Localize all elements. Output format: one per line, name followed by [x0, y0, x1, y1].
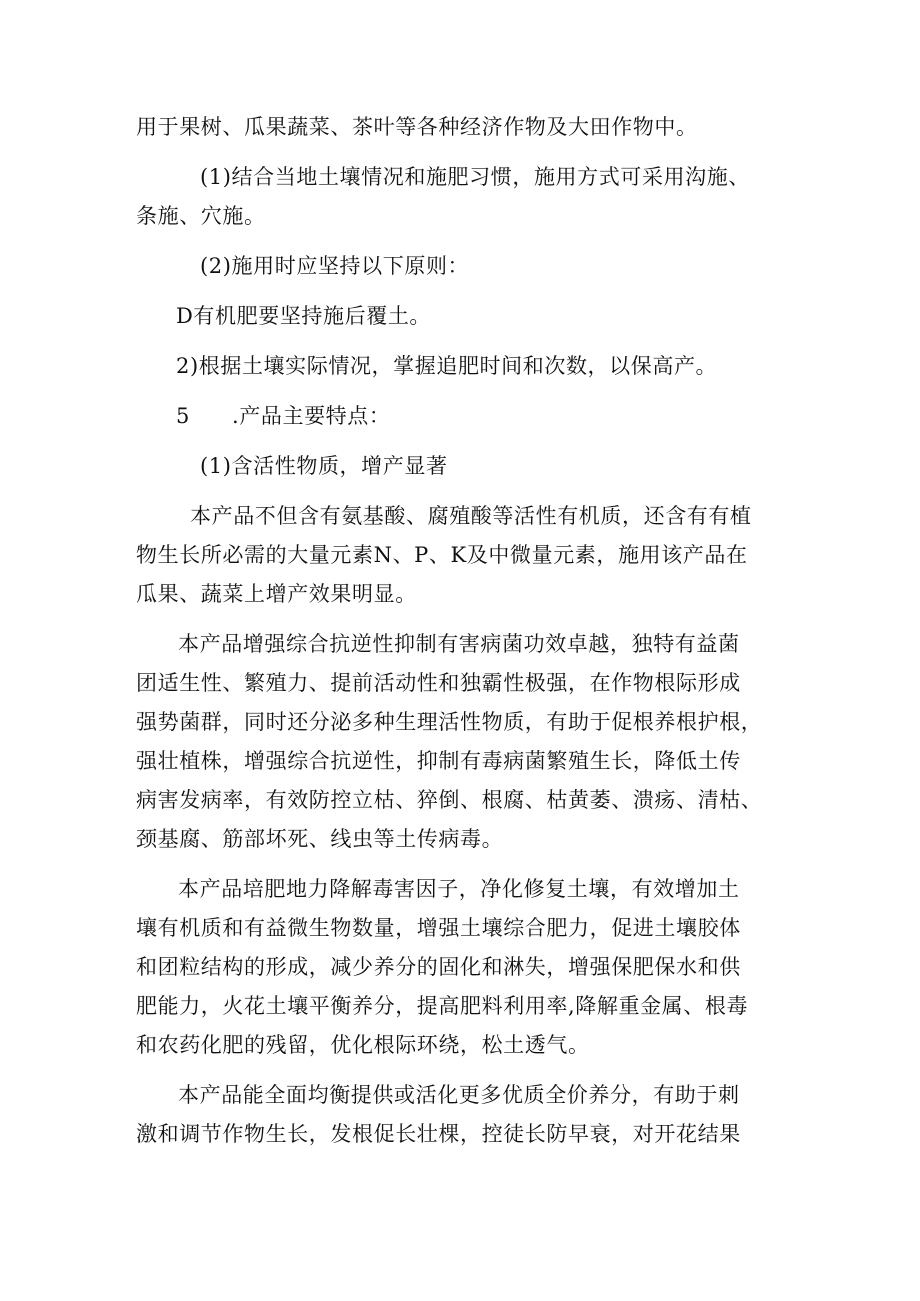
text-line: 颈基腐、筋部坏死、线虫等土传病毒。: [136, 827, 504, 851]
section-title: .产品主要特点：: [232, 404, 391, 428]
text-line: 本产品增强综合抗逆性抑制有害病菌功效卓越，独特有益菌: [178, 632, 740, 656]
feature-heading: (1)含活性物质，增产显著: [200, 454, 448, 478]
text-line: 本产品能全面均衡提供或活化更多优质全价养分，有助于刺: [178, 1083, 740, 1107]
text-line: 本产品不但含有氨基酸、腐殖酸等活性有机质，还含有有植: [190, 504, 752, 528]
paragraph-2: [136, 625, 836, 859]
text-line: 本产品培肥地力降解毒害因子，净化修复土壤，有效增加土: [178, 877, 740, 901]
paragraph-1: [136, 497, 836, 614]
text-line: 用于果树、瓜果蔬菜、茶叶等各种经济作物及大田作物中。: [136, 115, 698, 139]
section-number: 5: [176, 404, 190, 428]
text-line: 团适生性、繁殖力、提前活动性和独霸性极强，在作物根际形成: [136, 671, 741, 695]
text-line: 条施、穴施。: [136, 204, 266, 228]
section-heading: [136, 397, 836, 436]
list-item-2: (2)施用时应坚持以下原则：: [200, 254, 470, 278]
sub-item-2: 2)根据土壤实际情况，掌握追肥时间和次数，以保高产。: [176, 354, 718, 378]
sub-item-1: D有机肥要坚持施后覆土。: [176, 304, 432, 328]
document-body: [136, 108, 836, 1154]
text-line: 壤有机质和有益微生物数量，增强土壤综合肥力，促进土壤胶体: [136, 916, 741, 940]
text-line: 强壮植株，增强综合抗逆性，抑制有毒病菌繁殖生长，降低土传: [136, 749, 741, 773]
text-line: 物生长所必需的大量元素N、P、K及中微量元素，施用该产品在: [136, 543, 748, 567]
text-line: 和农药化肥的残留，优化根际环绕，松土透气。: [136, 1033, 590, 1057]
paragraph-4: [136, 1076, 836, 1154]
text-line: 和团粒结构的形成，减少养分的固化和淋失，增强保肥保水和供: [136, 955, 741, 979]
text-line: 病害发病率，有效防控立枯、猝倒、根腐、枯黄萎、溃疡、清枯、: [136, 788, 763, 812]
list-item-1: (1)结合当地土壤情况和施肥习惯，施用方式可采用沟施、: [200, 165, 750, 189]
paragraph-3: [136, 870, 836, 1065]
text-line: 激和调节作物生长，发根促长壮棵，控徒长防早衰，对开花结果: [136, 1122, 741, 1146]
text-line: 强势菌群，同时还分泌多种生理活性物质，有助于促根养根护根，: [136, 710, 763, 734]
text-line: 瓜果、蔬菜上增产效果明显。: [136, 582, 417, 606]
text-line: 肥能力，火花土壤平衡养分，提高肥料利用率,降解重金属、根毒: [136, 994, 749, 1018]
